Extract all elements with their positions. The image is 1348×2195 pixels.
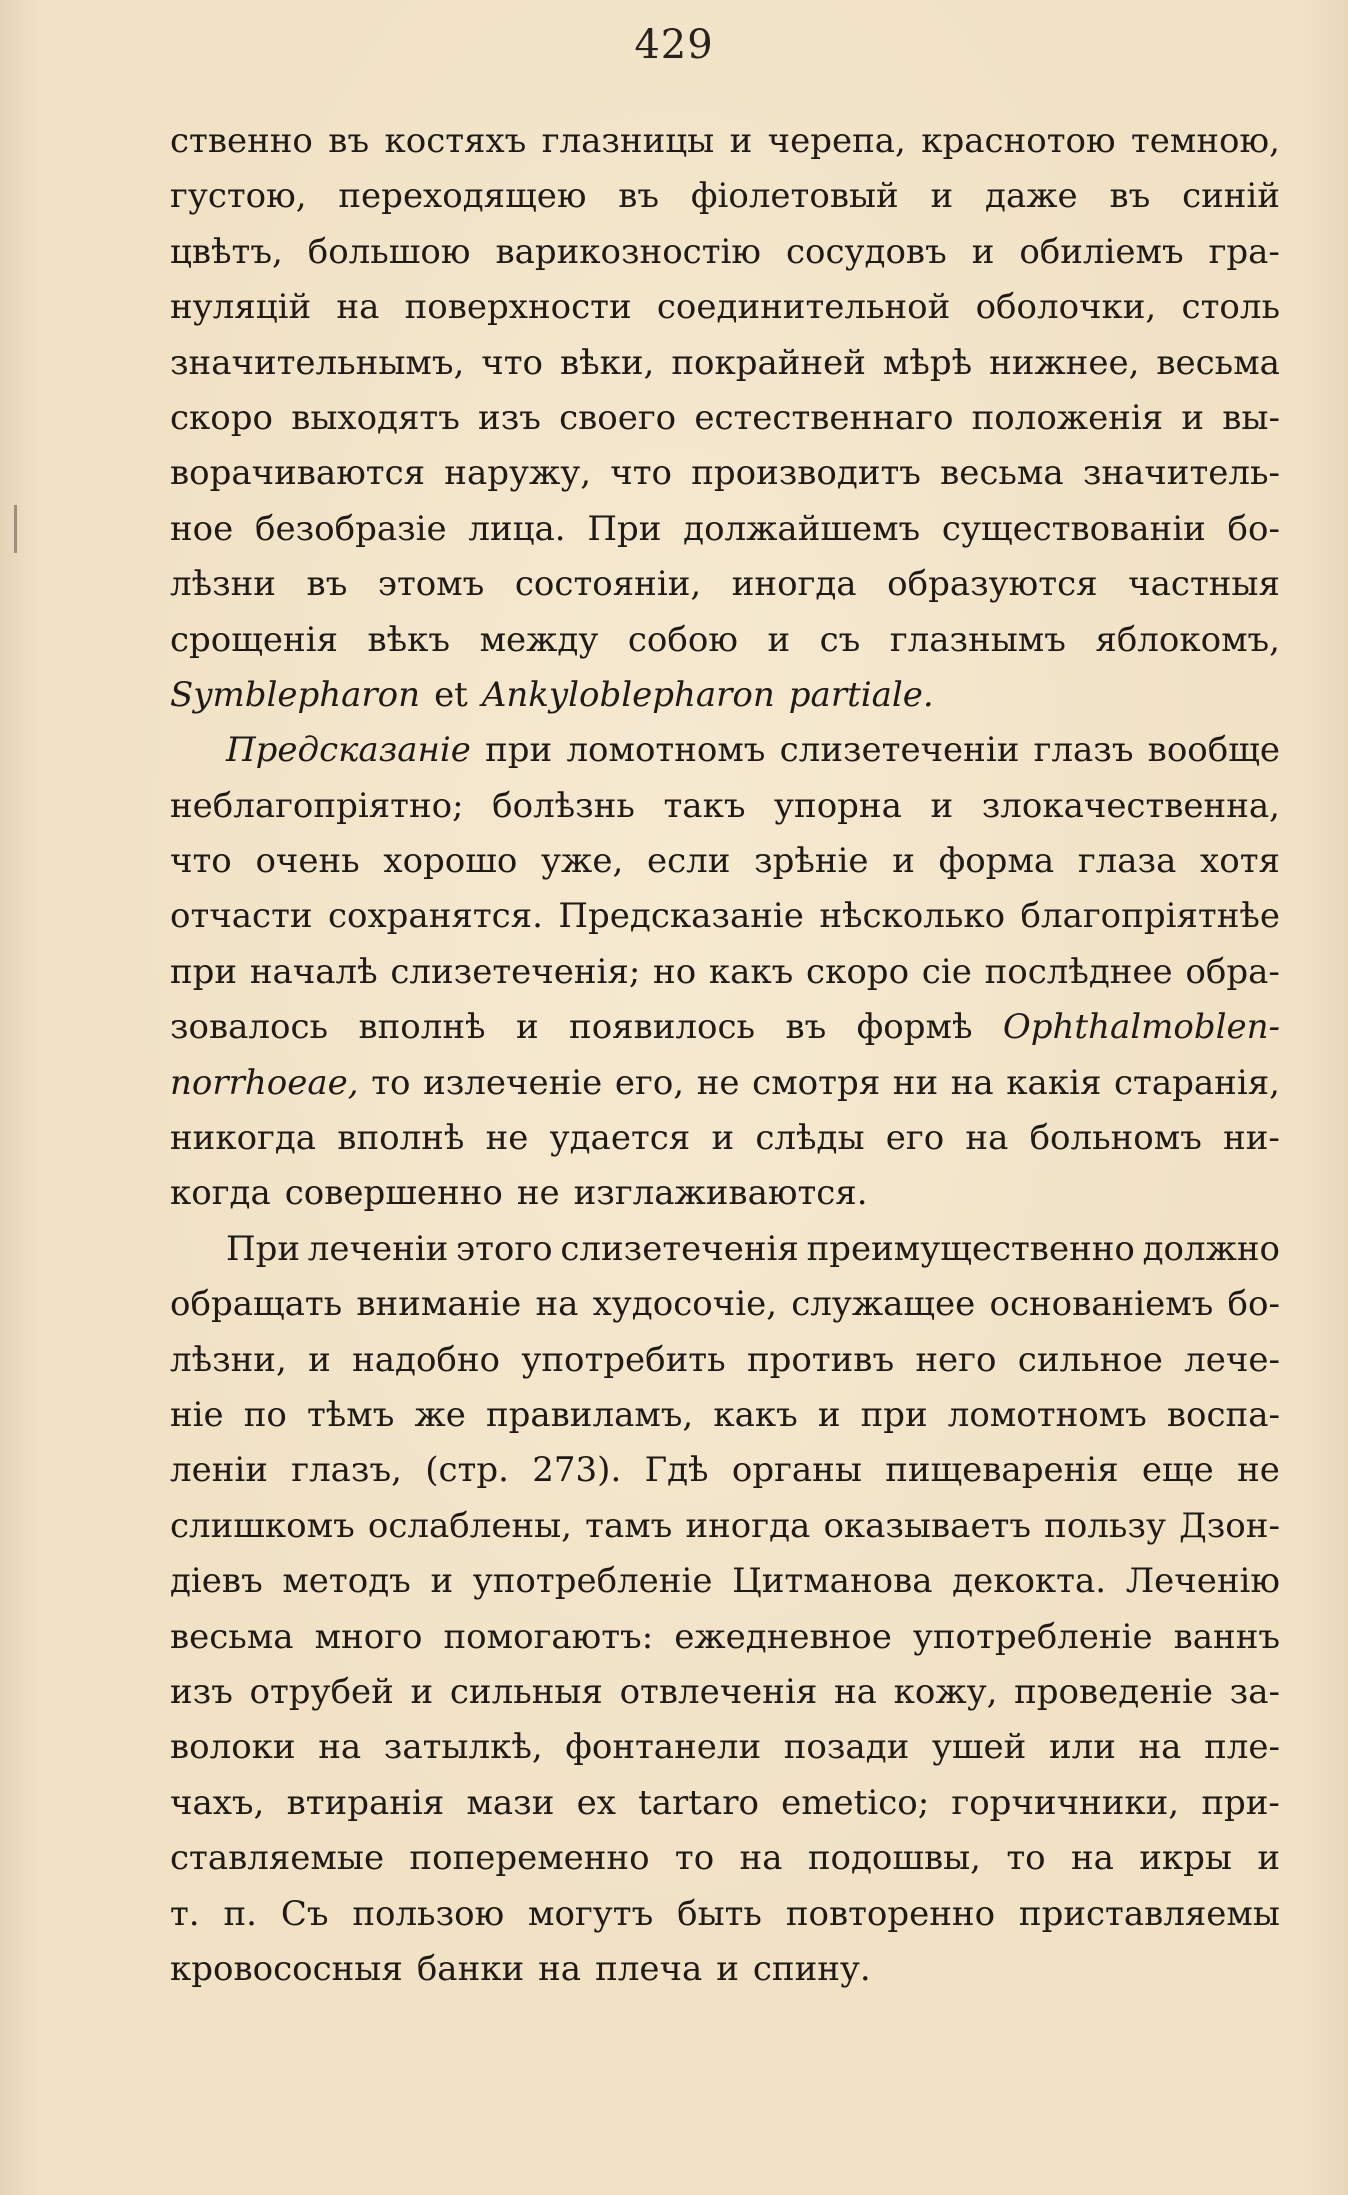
word: старанія, bbox=[1114, 1062, 1280, 1103]
word: пле- bbox=[1204, 1727, 1280, 1768]
word: и bbox=[729, 121, 753, 161]
word: и bbox=[410, 1671, 434, 1712]
word: Ophthalmoblen- bbox=[1002, 1007, 1280, 1048]
word: спину. bbox=[752, 1948, 871, 1989]
word: какъ bbox=[708, 951, 794, 992]
text-line bbox=[170, 1277, 1280, 1332]
word: должно bbox=[1142, 1228, 1280, 1269]
word: леніи bbox=[170, 1450, 268, 1491]
word: упорна bbox=[774, 785, 902, 826]
word: не bbox=[485, 1118, 529, 1159]
word: отчасти bbox=[170, 896, 313, 937]
text-line bbox=[170, 889, 1280, 944]
word: Предсказаніе bbox=[558, 896, 804, 937]
word: пользою bbox=[352, 1893, 505, 1934]
word: ваннъ bbox=[1173, 1616, 1280, 1657]
text-line bbox=[170, 779, 1280, 834]
word: бо- bbox=[1227, 1284, 1280, 1325]
word: вѣкъ bbox=[367, 619, 451, 660]
word: декокта. bbox=[952, 1561, 1107, 1602]
word: кожу, bbox=[893, 1671, 998, 1712]
text-line bbox=[170, 945, 1280, 1000]
word: значитель- bbox=[1082, 453, 1280, 494]
word: краснотою bbox=[921, 121, 1116, 161]
word: то bbox=[1006, 1838, 1046, 1879]
word: него bbox=[915, 1339, 997, 1380]
text-line bbox=[170, 557, 1280, 612]
word: и bbox=[930, 176, 954, 217]
word: При bbox=[587, 508, 662, 549]
word: ніе bbox=[170, 1394, 224, 1435]
word: больномъ bbox=[1029, 1118, 1202, 1159]
word: лече- bbox=[1184, 1339, 1280, 1380]
word: подошвы, bbox=[807, 1838, 981, 1879]
word: проведеніе bbox=[1014, 1671, 1213, 1712]
text-line bbox=[170, 834, 1280, 889]
word: сосудовъ bbox=[785, 231, 947, 272]
text-line bbox=[170, 1333, 1280, 1388]
word: производитъ bbox=[691, 453, 921, 494]
word: темною, bbox=[1130, 121, 1280, 161]
text-line bbox=[170, 502, 1280, 557]
word: ушей bbox=[931, 1727, 1027, 1768]
word: вѣки, bbox=[560, 342, 655, 383]
word: скоро bbox=[170, 397, 273, 438]
word: костяхъ bbox=[384, 121, 527, 161]
word: этого bbox=[456, 1228, 553, 1269]
word: ломотномъ bbox=[566, 730, 766, 771]
text-line bbox=[170, 1056, 1280, 1111]
word: вы- bbox=[1222, 397, 1280, 438]
word: иногда bbox=[731, 564, 857, 605]
word: то bbox=[371, 1062, 411, 1103]
word: методъ bbox=[282, 1561, 411, 1602]
text-line bbox=[170, 169, 1280, 224]
word: при bbox=[485, 730, 553, 771]
word: его bbox=[885, 1118, 945, 1159]
word: даже bbox=[985, 176, 1078, 217]
word: когда bbox=[170, 1173, 271, 1214]
word: худосочіе, bbox=[592, 1284, 778, 1325]
word: не bbox=[516, 1173, 560, 1214]
word: цвѣтъ, bbox=[170, 231, 283, 272]
word: гра- bbox=[1208, 231, 1280, 272]
word: пищеваренія bbox=[885, 1450, 1119, 1491]
word: если bbox=[646, 841, 731, 882]
word: глазъ bbox=[1033, 730, 1134, 771]
word: быть bbox=[677, 1893, 762, 1934]
word: варикозностію bbox=[495, 231, 761, 272]
word: позади bbox=[783, 1727, 910, 1768]
word: оказываетъ bbox=[823, 1505, 1032, 1546]
word: вполнѣ bbox=[358, 1007, 486, 1048]
word: на bbox=[318, 1727, 362, 1768]
word: ворачиваются bbox=[170, 453, 426, 494]
word: на bbox=[950, 1062, 994, 1103]
word: большою bbox=[307, 231, 471, 272]
word: изглаживаются. bbox=[573, 1173, 868, 1214]
word: помогаютъ: bbox=[443, 1616, 654, 1657]
word: форма bbox=[938, 841, 1055, 882]
word: удается bbox=[549, 1118, 691, 1159]
text-line bbox=[170, 1166, 1280, 1221]
word: обращать bbox=[170, 1284, 343, 1325]
word: синій bbox=[1182, 176, 1280, 217]
text-line bbox=[170, 391, 1280, 446]
word: же bbox=[414, 1394, 466, 1435]
word: и bbox=[767, 619, 791, 660]
word: органы bbox=[731, 1450, 862, 1491]
word: какія bbox=[1006, 1062, 1102, 1103]
word: служащее bbox=[791, 1284, 976, 1325]
page-number: 429 bbox=[634, 22, 714, 68]
text-line bbox=[170, 1222, 1280, 1277]
word: чахъ, bbox=[170, 1782, 265, 1823]
word: мази bbox=[466, 1782, 555, 1823]
word: нижнее, bbox=[989, 342, 1140, 383]
word: ни- bbox=[1223, 1118, 1280, 1159]
word: на bbox=[965, 1118, 1009, 1159]
word: тамъ bbox=[585, 1505, 673, 1546]
word: что bbox=[170, 841, 232, 882]
word: иногда bbox=[685, 1505, 811, 1546]
word: лица. bbox=[468, 508, 566, 549]
text-line bbox=[170, 446, 1280, 501]
text-line bbox=[170, 613, 1280, 668]
word: должайшемъ bbox=[683, 508, 921, 549]
word: выходятъ bbox=[291, 397, 460, 438]
word: столь bbox=[1181, 287, 1280, 328]
word: леченіи bbox=[307, 1228, 449, 1269]
word: воспа- bbox=[1166, 1394, 1280, 1435]
word: ломотномъ bbox=[947, 1394, 1147, 1435]
word: по bbox=[243, 1394, 287, 1435]
word: надобно bbox=[352, 1339, 501, 1380]
word: его, bbox=[614, 1062, 685, 1103]
margin-mark bbox=[14, 505, 17, 553]
word: и bbox=[930, 785, 954, 826]
word: густою, bbox=[170, 176, 307, 217]
word: этомъ bbox=[377, 564, 485, 605]
word: то bbox=[674, 1838, 715, 1879]
word: употребить bbox=[521, 1339, 726, 1380]
word: п. bbox=[223, 1893, 257, 1934]
text-line bbox=[170, 114, 1280, 169]
word: ex bbox=[576, 1782, 616, 1823]
word: въ bbox=[618, 176, 660, 217]
word: и bbox=[1181, 397, 1205, 438]
word: кровососныя bbox=[170, 1948, 403, 1989]
text-line bbox=[170, 1831, 1280, 1886]
body-text bbox=[170, 114, 1280, 1997]
word: образуются bbox=[887, 564, 1098, 605]
word: сильныя bbox=[449, 1671, 603, 1712]
word: пользу bbox=[1044, 1505, 1166, 1546]
word: въ bbox=[306, 564, 348, 605]
word: хотя bbox=[1200, 841, 1280, 882]
word: покрайней bbox=[671, 342, 866, 383]
word: вообще bbox=[1147, 730, 1280, 771]
word: срощенія bbox=[170, 619, 338, 660]
word: на bbox=[535, 1284, 579, 1325]
word: и bbox=[711, 1118, 735, 1159]
word: ни bbox=[892, 1062, 939, 1103]
word: употребленіе bbox=[472, 1561, 713, 1602]
word: правиламъ, bbox=[485, 1394, 694, 1435]
word: смотря bbox=[752, 1062, 881, 1103]
word: собою bbox=[627, 619, 738, 660]
text-line bbox=[170, 723, 1280, 778]
word: обра- bbox=[1185, 951, 1280, 992]
word: мѣрѣ bbox=[882, 342, 973, 383]
word: наружу, bbox=[444, 453, 592, 494]
word: зовалось bbox=[170, 1007, 329, 1048]
word: отвлеченія bbox=[619, 1671, 818, 1712]
word: какъ bbox=[713, 1394, 798, 1435]
word: поверхности bbox=[404, 287, 632, 328]
word: и bbox=[817, 1394, 841, 1435]
word: ослаблены, bbox=[367, 1505, 572, 1546]
word: употребленіе bbox=[912, 1616, 1153, 1657]
word: Гдѣ bbox=[644, 1450, 709, 1491]
word: соединительной bbox=[656, 287, 951, 328]
text-line bbox=[170, 1942, 1280, 1997]
text-line bbox=[170, 280, 1280, 335]
text-line bbox=[170, 1388, 1280, 1443]
word: икры bbox=[1139, 1838, 1232, 1879]
word: затылкѣ, bbox=[383, 1727, 543, 1768]
word: излеченіе bbox=[423, 1062, 603, 1103]
word: и bbox=[515, 1007, 539, 1048]
word: фонтанели bbox=[565, 1727, 762, 1768]
word: сильное bbox=[1017, 1339, 1163, 1380]
word: діевъ bbox=[170, 1561, 263, 1602]
word: отрубей bbox=[249, 1671, 394, 1712]
text-line bbox=[170, 1610, 1280, 1665]
text-line bbox=[170, 1665, 1280, 1720]
word: переходящею bbox=[338, 176, 587, 217]
word: 273). bbox=[532, 1450, 622, 1491]
word: преимущественно bbox=[806, 1228, 1135, 1269]
word: и bbox=[892, 841, 915, 882]
word: вполнѣ bbox=[337, 1118, 465, 1159]
word: благопріятнѣе bbox=[1020, 896, 1280, 937]
word: При bbox=[226, 1228, 301, 1269]
word: Съ bbox=[280, 1893, 329, 1934]
word: зрѣніе bbox=[754, 841, 869, 882]
word: norrhoeae, bbox=[170, 1062, 359, 1103]
word: глазницы bbox=[541, 121, 715, 161]
word: на bbox=[1138, 1727, 1182, 1768]
word: за- bbox=[1229, 1671, 1280, 1712]
word: съ bbox=[819, 619, 861, 660]
word: на bbox=[833, 1671, 877, 1712]
word: значительнымъ, bbox=[170, 342, 465, 383]
word: въ bbox=[328, 121, 370, 161]
word: весьма bbox=[1156, 342, 1280, 383]
word: tartaro bbox=[638, 1782, 759, 1823]
word: и bbox=[308, 1339, 331, 1380]
word: но bbox=[653, 951, 697, 992]
word: плеча bbox=[595, 1948, 703, 1989]
word: слизетеченія bbox=[560, 1228, 799, 1269]
word: яблокомъ, bbox=[1095, 619, 1280, 660]
word: оболочки, bbox=[975, 287, 1157, 328]
word: и bbox=[430, 1561, 454, 1602]
word: на bbox=[538, 1948, 582, 1989]
word: такъ bbox=[663, 785, 746, 826]
word: на bbox=[1070, 1838, 1114, 1879]
word: и bbox=[1257, 1838, 1280, 1879]
word: существованіи bbox=[941, 508, 1206, 549]
word: весьма bbox=[940, 453, 1064, 494]
word: и bbox=[716, 1948, 739, 1989]
word: попеременно bbox=[409, 1838, 650, 1879]
word: волоки bbox=[170, 1727, 296, 1768]
word: неблагопріятно; bbox=[170, 785, 464, 826]
word: (стр. bbox=[425, 1450, 509, 1491]
word: Цитманова bbox=[732, 1561, 933, 1602]
word: частныя bbox=[1128, 564, 1280, 605]
text-line bbox=[170, 225, 1280, 280]
text-line bbox=[170, 1000, 1280, 1055]
word: совершенно bbox=[284, 1173, 503, 1214]
word: основаніемъ bbox=[989, 1284, 1214, 1325]
word: формѣ bbox=[856, 1007, 973, 1048]
text-line bbox=[170, 1776, 1280, 1831]
word: черепа, bbox=[767, 121, 906, 161]
word: нуляцій bbox=[170, 287, 312, 328]
word: весьма bbox=[170, 1616, 294, 1657]
word: появилось bbox=[569, 1007, 756, 1048]
text-line bbox=[170, 1111, 1280, 1166]
word: или bbox=[1048, 1727, 1116, 1768]
word: уже, bbox=[541, 841, 624, 882]
word: безобразіе bbox=[255, 508, 447, 549]
word: сохранятся. bbox=[327, 896, 543, 937]
word: при bbox=[170, 951, 238, 992]
word: повторенно bbox=[785, 1893, 996, 1934]
word: при bbox=[860, 1394, 928, 1435]
word: болѣзнь bbox=[492, 785, 635, 826]
word: могутъ bbox=[528, 1893, 654, 1934]
word: слизетеченія; bbox=[390, 951, 641, 992]
word: Предсказаніе bbox=[226, 730, 471, 771]
word: слишкомъ bbox=[170, 1505, 355, 1546]
word: тѣмъ bbox=[306, 1394, 395, 1435]
word: et bbox=[434, 674, 468, 715]
word: нѣсколько bbox=[819, 896, 1006, 937]
text-line bbox=[170, 1443, 1280, 1498]
word: ственно bbox=[170, 121, 313, 161]
word: между bbox=[479, 619, 599, 660]
word: Ankyloblepharon bbox=[481, 674, 775, 715]
word: при- bbox=[1201, 1782, 1280, 1823]
word: глазъ, bbox=[291, 1450, 402, 1491]
word: на bbox=[739, 1838, 783, 1879]
word: противъ bbox=[746, 1339, 895, 1380]
word: лѣзни, bbox=[170, 1339, 287, 1380]
word: на bbox=[336, 287, 380, 328]
word: въ bbox=[1109, 176, 1151, 217]
word: Леченію bbox=[1125, 1561, 1280, 1602]
word: partiale. bbox=[788, 674, 934, 715]
word: своего bbox=[559, 397, 677, 438]
word: еще bbox=[1141, 1450, 1214, 1491]
text-line bbox=[170, 1554, 1280, 1609]
word: слѣды bbox=[755, 1118, 865, 1159]
text-line bbox=[170, 336, 1280, 391]
word: что bbox=[481, 342, 544, 383]
word: въ bbox=[785, 1007, 827, 1048]
text-line bbox=[170, 1887, 1280, 1942]
word: т. bbox=[170, 1893, 200, 1934]
word: что bbox=[610, 453, 673, 494]
word: приставляемы bbox=[1018, 1893, 1280, 1934]
word: состояніи, bbox=[514, 564, 702, 605]
word: не bbox=[1237, 1450, 1280, 1491]
text-line bbox=[170, 668, 1280, 723]
word: и bbox=[971, 231, 995, 272]
word: emetico; bbox=[781, 1782, 930, 1823]
text-line bbox=[170, 1720, 1280, 1775]
word: скоро bbox=[806, 951, 910, 992]
word: глазнымъ bbox=[889, 619, 1066, 660]
word: Symblepharon bbox=[170, 674, 421, 715]
word: бо- bbox=[1227, 508, 1280, 549]
word: слизетеченіи bbox=[779, 730, 1020, 771]
word: глаза bbox=[1077, 841, 1177, 882]
word: послѣднее bbox=[984, 951, 1173, 992]
word: втиранія bbox=[286, 1782, 445, 1823]
word: не bbox=[696, 1062, 740, 1103]
word: началѣ bbox=[249, 951, 378, 992]
text-line bbox=[170, 1499, 1280, 1554]
word: много bbox=[314, 1616, 423, 1657]
word: ное bbox=[170, 508, 234, 549]
word: ставляемые bbox=[170, 1838, 385, 1879]
word: положенія bbox=[971, 397, 1164, 438]
word: хорошо bbox=[383, 841, 518, 882]
word: лѣзни bbox=[170, 564, 276, 605]
word: вниманіе bbox=[356, 1284, 522, 1325]
word: злокачественна, bbox=[981, 785, 1280, 826]
word: сіе bbox=[921, 951, 972, 992]
word: естественнаго bbox=[694, 397, 954, 438]
word: изъ bbox=[478, 397, 541, 438]
word: фіолетовый bbox=[690, 176, 899, 217]
word: Дзон- bbox=[1179, 1505, 1280, 1546]
word: никогда bbox=[170, 1118, 317, 1159]
word: ежедневное bbox=[674, 1616, 892, 1657]
word: банки bbox=[416, 1948, 525, 1989]
word: изъ bbox=[170, 1671, 233, 1712]
word: обиліемъ bbox=[1019, 231, 1184, 272]
word: очень bbox=[255, 841, 360, 882]
word: горчичники, bbox=[951, 1782, 1180, 1823]
